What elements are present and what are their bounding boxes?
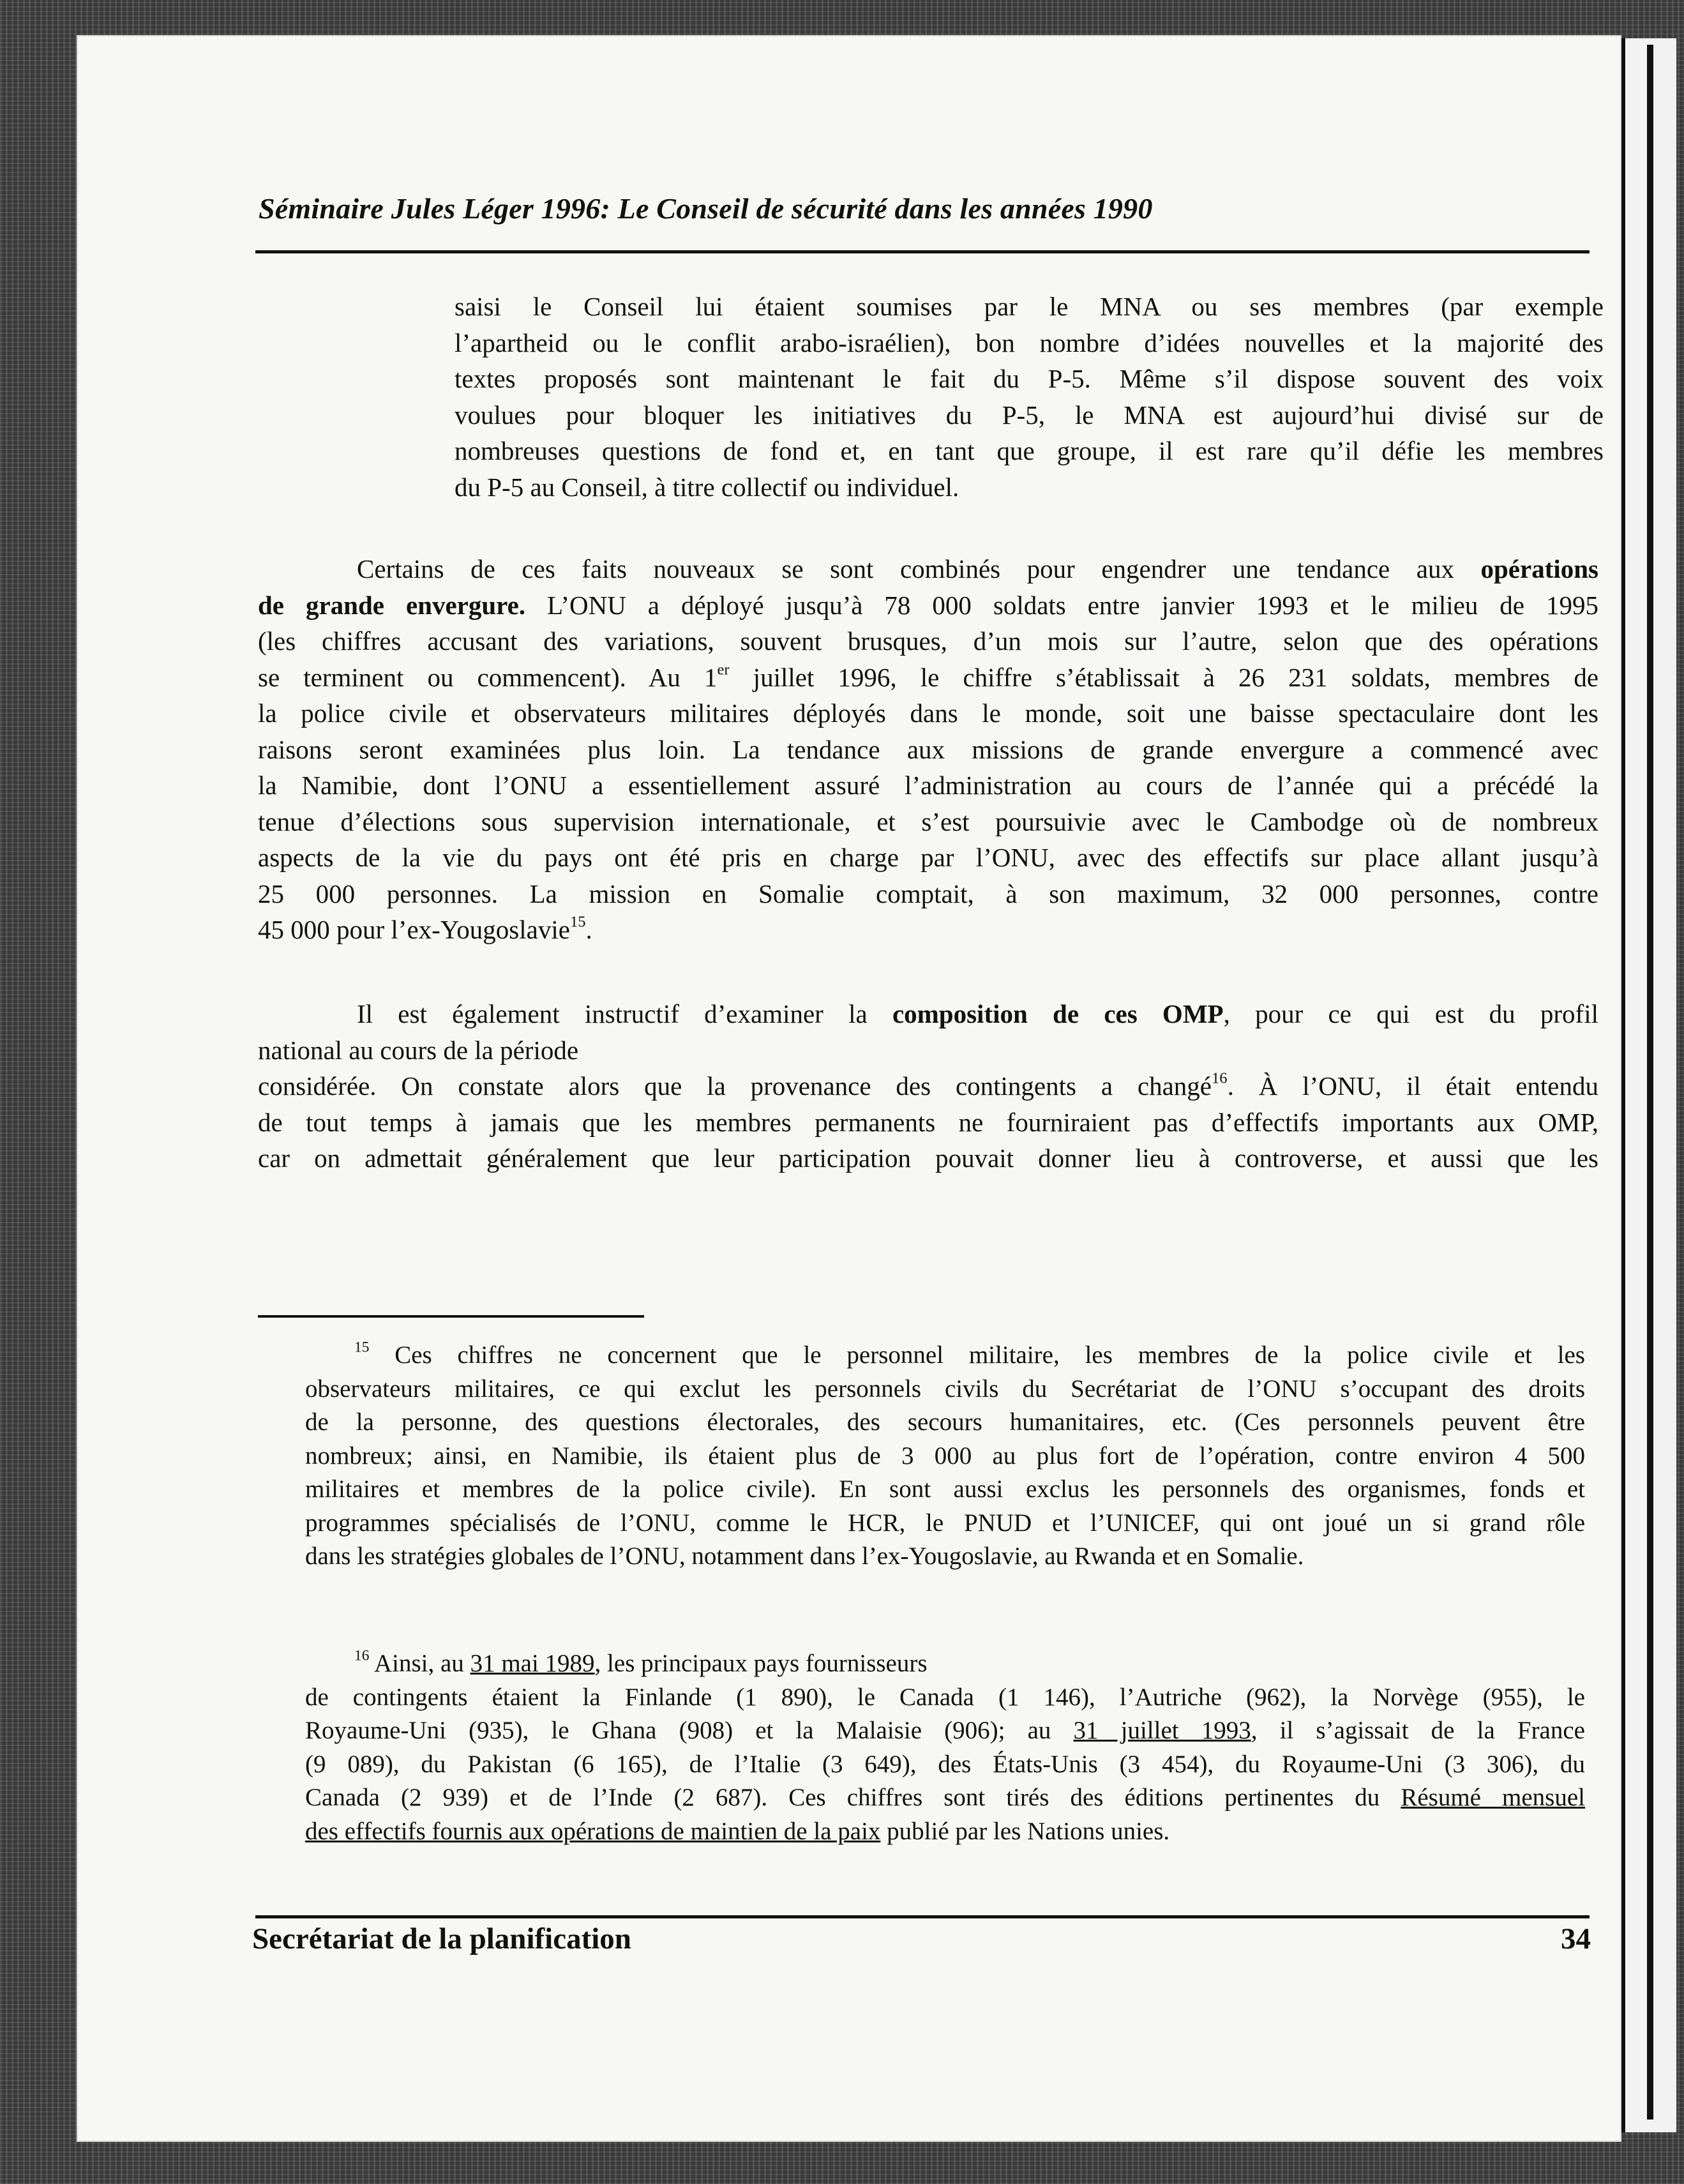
text-run: juillet 1996, le chiffre s’établissait à 26 231 soldats, membres de [729,662,1599,692]
bold-term: opérations [1480,554,1598,584]
page-number: 34 [1561,1922,1591,1955]
text-line: militaires et membres de la police civile). En sont aussi exclus les personnels des organismes, fonds et [305,1475,1585,1503]
text-line: du P-5 au Conseil, à titre collectif ou individuel. [455,472,959,502]
text-line: de la personne, des questions électorales, des secours humanitaires, etc. (Ces personnels peuvent être [305,1408,1585,1436]
footnote-16 [305,1647,1585,1848]
text-line: programmes spécialisés de l’ONU, comme le HCR, le PNUD et l’UNICEF, qui ont joué un si grand rôle [305,1509,1585,1537]
text-line: nombreux; ainsi, en Namibie, ils étaient plus de 3 000 au plus fort de l’opération, contre environ 4 500 [305,1442,1585,1470]
text-line [258,587,1598,624]
footnote-ref: 15 [569,913,586,931]
text-run: L’ONU a déployé jusqu’à 78 000 soldats entre janvier 1993 et le milieu de 1995 [525,590,1598,620]
text-line: nombreuses questions de fond et, en tant que groupe, il est rare qu’il défie les membres [455,436,1604,465]
footnote-ref: 16 [1211,1069,1228,1087]
text-line [305,1781,1585,1815]
text-line: (9 089), du Pakistan (6 165), de l’Italie (3 649), des États-Unis (3 454), du Royaume-Uni (3 306), du [305,1750,1585,1778]
footnote-15 [305,1339,1585,1574]
text-line: de tout temps à jamais que les membres permanents ne fourniraient pas d’effectifs importants aux OMP, [258,1107,1598,1137]
text-run: Certains de ces faits nouveaux se sont combinés pour engendrer une tendance aux [357,554,1481,584]
paragraph-operations [258,551,1598,948]
text-run: . [585,915,592,944]
page-edge-bar [1647,45,1653,2120]
bold-term: composition de ces OMP [892,999,1224,1028]
text-line: saisi le Conseil lui étaient soumises par le MNA ou ses membres (par exemple [455,292,1604,321]
paragraph-composition [258,996,1598,1177]
text-line: la police civile et observateurs militaires déployés dans le monde, soit une baisse spectaculaire dont les [258,698,1598,728]
text-line: aspects de la vie du pays ont été pris en charge par l’ONU, avec des effectifs sur place allant jusqu’à [258,843,1598,872]
text-line: tenue d’élections sous supervision internationale, et s’est poursuivie avec le Cambodge où de nombreux [258,806,1598,836]
text-line [305,1647,1585,1681]
text-line [258,1068,1598,1104]
superscript: er [717,661,730,679]
text-run: 45 000 pour l’ex-Yougoslavie [258,915,570,944]
text-run: publié par les Nations unies. [880,1817,1170,1845]
text-line [258,996,1598,1032]
text-line: (les chiffres accusant des variations, souvent brusques, d’un mois sur l’autre, selon que des opérations [258,626,1598,656]
text-line: la Namibie, dont l’ONU a essentiellement assuré l’administration au cours de l’année qui a précédé la [258,771,1598,800]
underlined-date: 31 juillet 1993 [1073,1717,1251,1744]
text-run: . À l’ONU, il était entendu [1227,1071,1598,1101]
text-run: considérée. On constate alors que la provenance des contingents a changé [258,1071,1212,1101]
text-run: , pour ce qui est du profil [1223,999,1598,1028]
underlined-title: Résumé mensuel [1401,1784,1585,1811]
text-line: voulues pour bloquer les initiatives du P-5, le MNA est aujourd’hui divisé sur de [455,400,1604,430]
paragraph-continuation [455,289,1604,505]
text-line [305,1339,1585,1373]
text-line [305,1714,1585,1748]
text-line: 25 000 personnes. La mission en Somalie comptait, à son maximum, 32 000 personnes, contre [258,878,1598,908]
underlined-title: des effectifs fournis aux opérations de maintien de la paix [305,1817,881,1845]
text-line [305,1815,1585,1849]
footer-label: Secrétariat de la planification [252,1922,631,1955]
footnote-marker: 15 [354,1339,370,1356]
text-line [258,659,1598,696]
text-line [258,551,1598,587]
text-line: l’apartheid ou le conflit arabo-israélien), bon nombre d’idées nouvelles et la majorité des [455,328,1604,358]
text-line: car on admettait généralement que leur participation pouvait donner lieu à controverse, et aussi que les [258,1143,1598,1173]
text-run: se terminent ou commencent). Au 1 [258,662,718,692]
text-run: , il s’agissait de la France [1251,1717,1585,1744]
footer-rule [255,1915,1590,1918]
text-run: Ces chiffres ne concernent que le personnel militaire, les membres de la police civile et les [369,1341,1585,1369]
text-run: , les principaux pays fournisseurs [594,1650,928,1677]
bold-term: de grande envergure. [258,590,526,620]
running-header: Séminaire Jules Léger 1996: Le Conseil de sécurité dans les années 1990 [259,192,1153,225]
text-line: national au cours de la période [258,1035,579,1065]
text-run: Il est également instructif d’examiner la [357,999,892,1028]
text-run: Canada (2 939) et de l’Inde (2 687). Ces chiffres sont tirés des éditions pertinentes du [305,1784,1401,1811]
text-run: Royaume-Uni (935), le Ghana (908) et la Malaisie (906); au [305,1717,1074,1744]
text-run: Ainsi, au [369,1650,470,1677]
text-line: dans les stratégies globales de l’ONU, notamment dans l’ex-Yougoslavie, au Rwanda et en Somalie. [305,1542,1304,1570]
text-line: observateurs militaires, ce qui exclut les personnels civils du Secrétariat de l’ONU s’occupant des droits [305,1374,1585,1403]
text-line: de contingents étaient la Finlande (1 890), le Canada (1 146), l’Autriche (962), la Norvège (955), le [305,1683,1585,1711]
underlined-date: 31 mai 1989 [470,1650,595,1677]
footnote-marker: 16 [354,1647,370,1664]
text-line [258,912,1598,948]
footnote-separator [258,1315,644,1318]
text-line: textes proposés sont maintenant le fait du P-5. Même s’il dispose souvent des voix [455,364,1604,393]
text-line: raisons seront examinées plus loin. La tendance aux missions de grande envergure a commencé avec [258,734,1598,764]
header-rule [255,250,1590,253]
